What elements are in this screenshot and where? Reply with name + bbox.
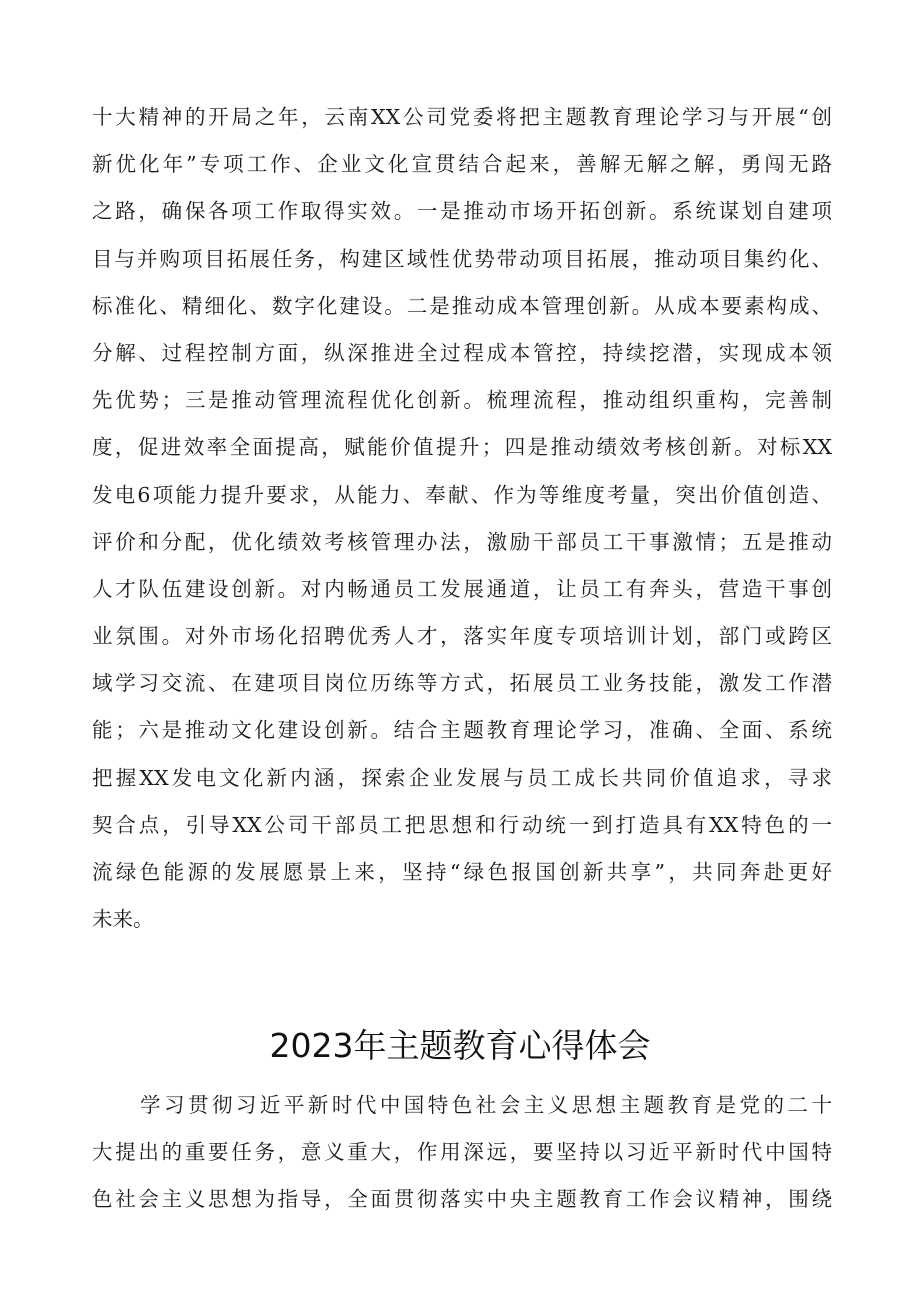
text-line: 分解、过程控制方面，纵深推进全过程成本管控，持续挖潜，实现成本领 (92, 340, 832, 365)
text-line: 业氛围。对外市场化招聘优秀人才，落实年度专项培训计划，部门或跨区 (92, 624, 832, 649)
text-line: 流绿色能源的发展愿景上来，坚持“绿色报国创新共享”，共同奔赴更好 (92, 860, 832, 884)
text-line: 之路，确保各项工作取得实效。一是推动市场开拓创新。系统谋划自建项 (92, 199, 832, 224)
body-paragraph-1 (92, 94, 832, 943)
text-line: 把握XX发电文化新内涵，探索企业发展与员工成长共同价值追求，寻求 (92, 765, 832, 790)
section-heading: 2023年主题教育心得体会 (269, 1026, 651, 1065)
text-line: 发电6项能力提升要求，从能力、奉献、作为等维度考量，突出价值创造、 (92, 482, 832, 507)
text-line: 域学习交流、在建项目岗位历练等方式，拓展员工业务技能，激发工作潜 (92, 671, 832, 696)
text-line: 契合点，引导XX公司干部员工把思想和行动统一到打造具有XX特色的一 (92, 812, 832, 837)
text-line: 色社会主义思想为指导，全面贯彻落实中央主题教育工作会议精神，围绕 (92, 1187, 832, 1212)
text-line: 十大精神的开局之年，云南XX公司党委将把主题教育理论学习与开展“创 (92, 105, 832, 129)
text-line: 新优化年”专项工作、企业文化宣贯结合起来，善解无解之解，勇闯无路 (92, 152, 832, 177)
text-line: 未来。 (92, 907, 154, 932)
text-line: 人才队伍建设创新。对内畅通员工发展通道，让员工有奔头，营造干事创 (92, 576, 832, 601)
text-line: 目与并购项目拓展任务，构建区域性优势带动项目拓展，推动项目集约化、 (92, 246, 832, 271)
body-paragraph-2 (92, 1082, 832, 1224)
text-line: 度，促进效率全面提高，赋能价值提升；四是推动绩效考核创新。对标XX (92, 435, 832, 460)
text-line: 先优势；三是推动管理流程优化创新。梳理流程，推动组织重构，完善制 (92, 388, 832, 413)
text-line: 能；六是推动文化建设创新。结合主题教育理论学习，准确、全面、系统 (92, 718, 832, 743)
text-line: 评价和分配，优化绩效考核管理办法，激励干部员工干事激情；五是推动 (92, 529, 832, 554)
text-line: 学习贯彻习近平新时代中国特色社会主义思想主题教育是党的二十 (140, 1093, 832, 1117)
text-line: 标准化、精细化、数字化建设。二是推动成本管理创新。从成本要素构成、 (92, 293, 832, 318)
text-line: 大提出的重要任务，意义重大，作用深远，要坚持以习近平新时代中国特 (92, 1140, 832, 1165)
